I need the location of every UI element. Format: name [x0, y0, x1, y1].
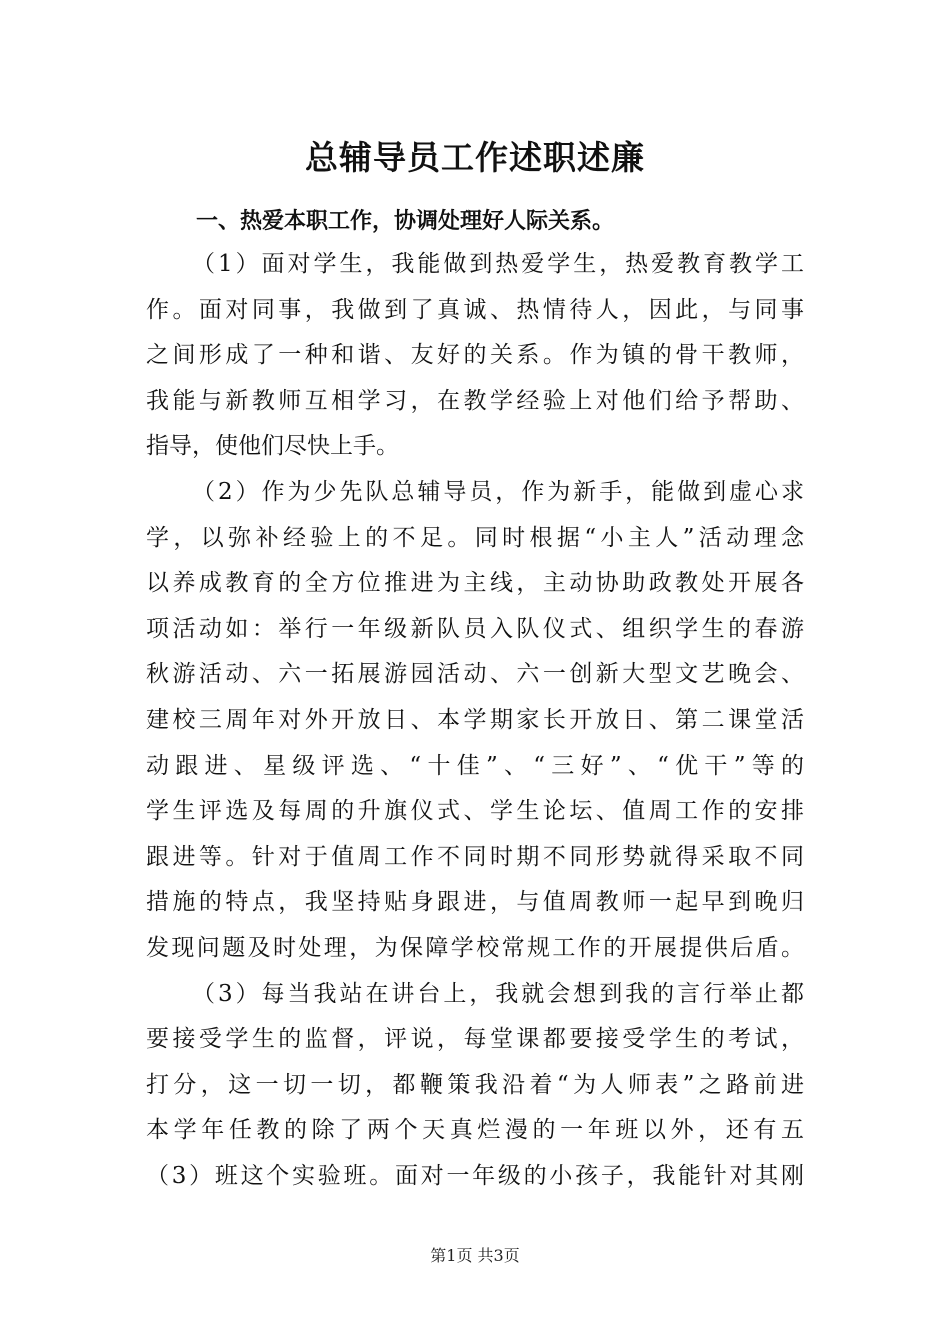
body-line: 项活动如：举行一年级新队员入队仪式、组织学生的春游	[146, 615, 804, 642]
page-footer: 第1页 共3页	[430, 1246, 520, 1265]
body-line: 建校三周年对外开放日、本学期家长开放日、第二课堂活	[146, 706, 804, 733]
body-line: 本学年任教的除了两个天真烂漫的一年班以外，还有五	[146, 1117, 804, 1144]
body-line: 我能与新教师互相学习，在教学经验上对他们给予帮助、	[146, 387, 804, 414]
body-text	[146, 242, 804, 1199]
body-line: 打分，这一切一切，都鞭策我沿着“为人师表”之路前进	[146, 1071, 804, 1098]
body-line: 要接受学生的监督，评说，每堂课都要接受学生的考试，	[146, 1026, 804, 1053]
body-line: 之间形成了一种和谐、友好的关系。作为镇的骨干教师，	[146, 342, 804, 369]
body-line: 指导，使他们尽快上手。	[146, 433, 399, 460]
body-line: 措施的特点，我坚持贴身跟进，与值周教师一起早到晚归	[146, 889, 804, 916]
body-line: 动跟进、星级评选、“十佳”、“三好”、“优干”等的	[146, 752, 804, 779]
body-line: （1）面对学生，我能做到热爱学生，热爱教育教学工	[192, 251, 804, 277]
body-line: （3）班这个实验班。面对一年级的小孩子，我能针对其刚	[146, 1162, 804, 1189]
body-line: 发现问题及时处理，为保障学校常规工作的开展提供后盾。	[146, 934, 804, 961]
body-line: （3）每当我站在讲台上，我就会想到我的言行举止都	[192, 980, 804, 1007]
body-line: 以养成教育的全方位推进为主线，主动协助政教处开展各	[146, 570, 804, 597]
body-line: 学，以弥补经验上的不足。同时根据“小主人”活动理念	[146, 524, 804, 551]
body-line: （2）作为少先队总辅导员，作为新手，能做到虚心求	[192, 478, 804, 505]
body-line: 作。面对同事，我做到了真诚、热情待人，因此，与同事	[146, 296, 804, 323]
body-line: 跟进等。针对于值周工作不同时期不同形势就得采取不同	[146, 843, 804, 870]
body-line: 学生评选及每周的升旗仪式、学生论坛、值周工作的安排	[146, 798, 804, 825]
section-heading: 一、热爱本职工作，协调处理好人际关系。	[196, 209, 615, 234]
document-title: 总辅导员工作述职述廉	[305, 138, 645, 177]
body-line: 秋游活动、六一拓展游园活动、六一创新大型文艺晚会、	[146, 661, 804, 688]
